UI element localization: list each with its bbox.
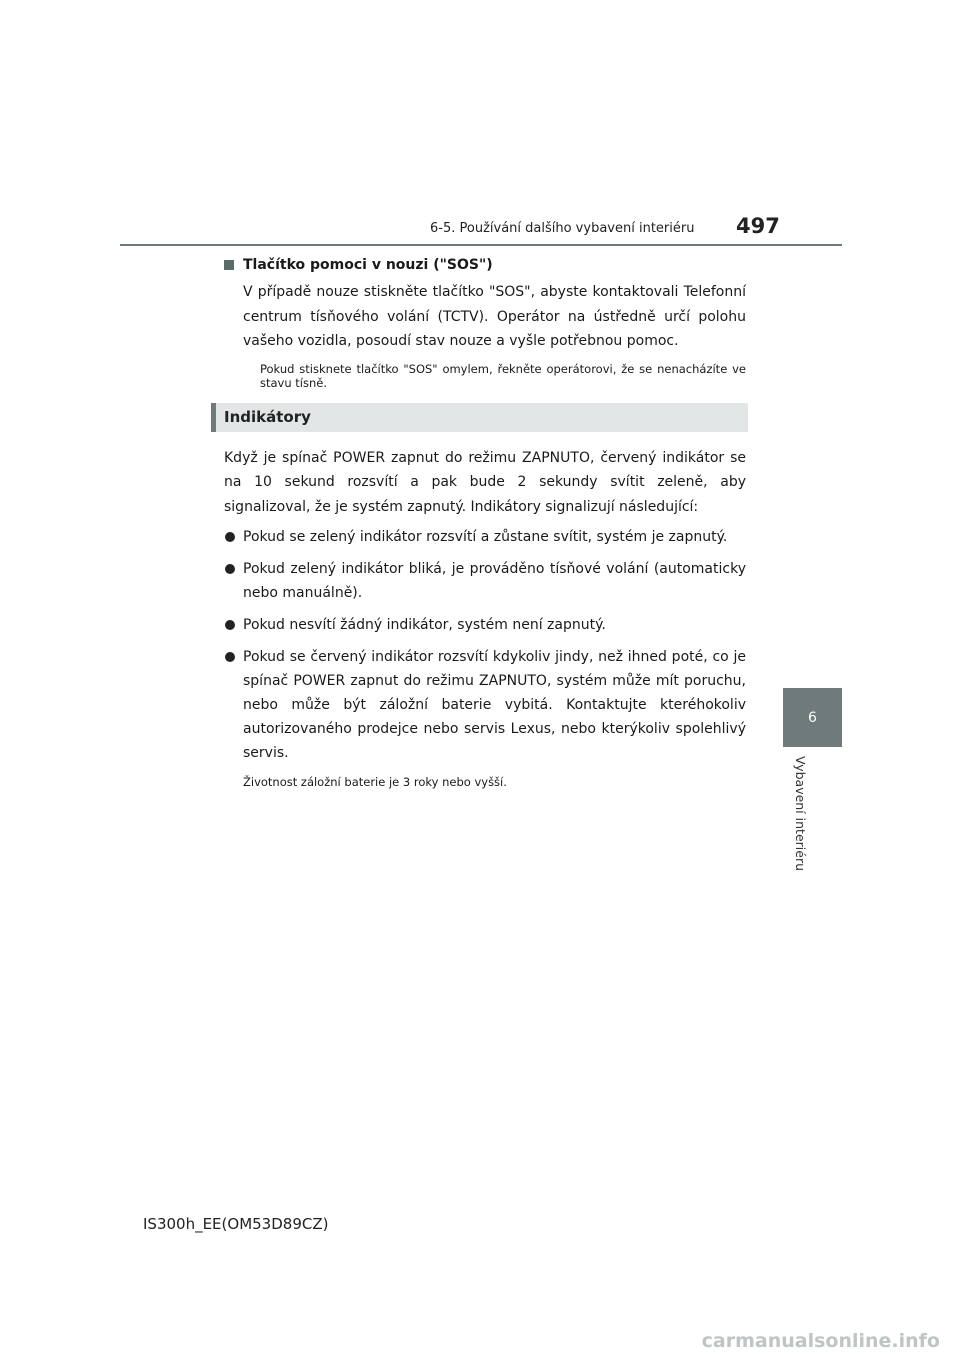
section-title: Indikátory (224, 407, 311, 426)
square-bullet-icon (224, 260, 234, 270)
list-item (224, 645, 746, 765)
list-item-text: Pokud se zelený indikátor rozsvítí a zůstane svítit, systém je zapnutý. (243, 529, 728, 545)
sos-body: V případě nouze stiskněte tlačítko "SOS", abyste kontaktovali Telefonní centrum tísňového volání (TCTV). Operátor na ústředně určí polohu vašeho vozidla, posoudí stav nouze a vyšle potřebnou pomoc. (243, 284, 746, 349)
sos-note: Pokud stisknete tlačítko "SOS" omylem, řekněte operátorovi, že se nenacházíte ve stavu tísně. (260, 361, 746, 390)
running-header-section: 6-5. Používání dalšího vybavení interiéru (430, 221, 695, 236)
bullet-dot-icon (225, 564, 235, 574)
section-title-bar (211, 403, 748, 432)
list-item (224, 525, 746, 549)
list-item (224, 557, 746, 605)
list-item-text: Pokud se červený indikátor rozsvítí kdykoliv jindy, než ihned poté, co je spínač POWER zapnut do režimu ZAPNUTO, systém může mít poruchu, nebo může být záložní baterie vybitá. Kontaktujte kteréhokoliv autorizovaného prodejce nebo servis Lexus, nebo kterýkoliv spolehlivý servis. (243, 649, 746, 761)
battery-note: Životnost záložní baterie je 3 roky nebo vyšší. (243, 775, 507, 789)
chapter-label: Vybavení interiéru (793, 756, 808, 872)
sos-heading (224, 254, 746, 276)
list-item-text: Pokud nesvítí žádný indikátor, systém není zapnutý. (243, 617, 606, 633)
bullet-dot-icon (225, 620, 235, 630)
indicator-list (224, 525, 746, 765)
list-item-text: Pokud zelený indikátor bliká, je prováděno tísňové volání (automaticky nebo manuálně). (243, 561, 746, 601)
main-content (224, 254, 746, 789)
bullet-dot-icon (225, 532, 235, 542)
chapter-number: 6 (808, 709, 817, 726)
bullet-dot-icon (225, 652, 235, 662)
model-code: IS300h_EE(OM53D89CZ) (143, 1215, 329, 1233)
watermark: carmanualsonline.info (701, 1330, 940, 1352)
list-item (224, 613, 746, 637)
page-number: 497 (736, 214, 780, 238)
indicators-intro: Když je spínač POWER zapnut do režimu ZAPNUTO, červený indikátor se na 10 sekund rozsvítí a pak bude 2 sekundy svítit zeleně, aby signalizoval, že je systém zapnutý. Indikátory signalizují následující: (224, 449, 746, 515)
header-rule (120, 244, 842, 246)
sos-heading-text: Tlačítko pomoci v nouzi ("SOS") (243, 257, 493, 273)
section-bar-edge (211, 403, 216, 432)
chapter-tab (783, 688, 842, 747)
